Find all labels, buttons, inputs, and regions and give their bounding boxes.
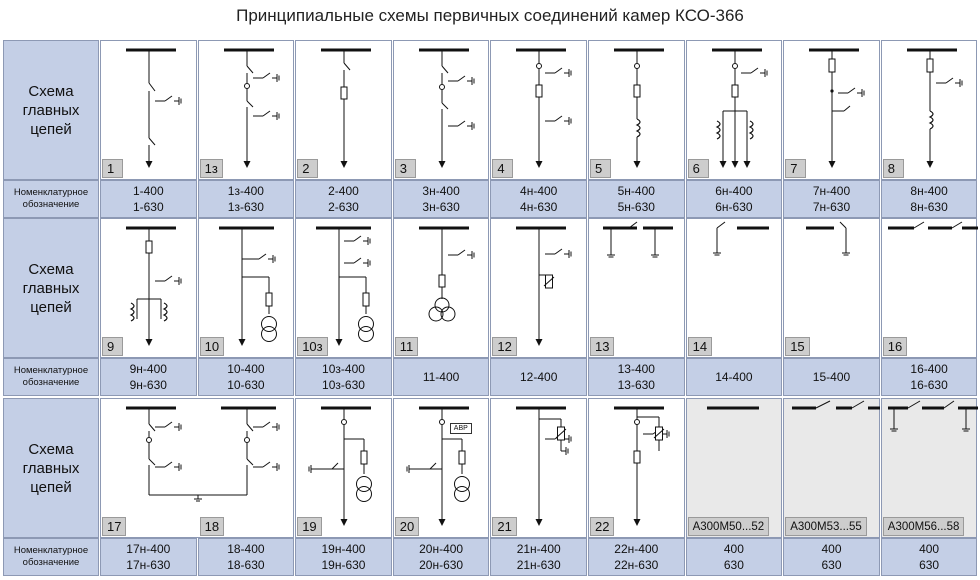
scheme-number-badge: 1: [102, 159, 123, 178]
scheme-number-badge: 9: [102, 337, 123, 356]
nomenclature-value: 15-400: [812, 370, 851, 384]
scheme-number-badge: 17: [102, 517, 126, 536]
nomenclature-cell: [295, 180, 392, 218]
scheme-number-badge: 11: [395, 337, 419, 356]
nomenclature-value: 630: [919, 558, 940, 572]
scheme-number-badge: 1з: [200, 159, 223, 178]
nomenclature-value: 16-400: [910, 362, 948, 376]
nomenclature-value: 8н-400: [910, 184, 948, 198]
nomenclature-value: 10-630: [227, 378, 265, 392]
nomenclature-value: 1-630: [132, 200, 164, 214]
nomenclature-value: 630: [821, 558, 842, 572]
scheme-cell-2-0: [100, 398, 294, 538]
nomenclature-value: 3н-630: [422, 200, 460, 214]
nomenclature-value: 1з-630: [227, 200, 264, 214]
scheme-number-badge: 7: [785, 159, 806, 178]
nomenclature-value: 6н-400: [715, 184, 753, 198]
scheme-number-badge: 15: [785, 337, 809, 356]
nomenclature-value: 4н-400: [520, 184, 558, 198]
row-label-nomenclature: Номенклатурное обозначение: [3, 358, 99, 396]
nomenclature-value: 5н-630: [617, 200, 655, 214]
nomenclature-value: 8н-630: [910, 200, 948, 214]
row-label-nomenclature: Номенклатурное обозначение: [3, 538, 99, 576]
nomenclature-cell: [783, 358, 880, 396]
page-title: Принципиальные схемы первичных соединений камер КСО-366: [236, 6, 744, 25]
row-label-schemes: Схема главных цепей: [3, 218, 99, 358]
nomenclature-value: 4н-630: [520, 200, 558, 214]
scheme-number-badge: 12: [492, 337, 516, 356]
nomenclature-cell: [588, 538, 685, 576]
nomenclature-cell: [490, 358, 587, 396]
nomenclature-cell: [295, 358, 392, 396]
nomenclature-value: 6н-630: [715, 200, 753, 214]
nomenclature-cell: [100, 180, 197, 218]
scheme-number-badge: 16: [883, 337, 907, 356]
scheme-number-badge: 3: [395, 159, 416, 178]
scheme-number-badge: 18: [200, 517, 224, 536]
nomenclature-cell: [198, 538, 295, 576]
scheme-number-badge: 14: [688, 337, 712, 356]
nomenclature-value: 19н-630: [321, 558, 366, 572]
nomenclature-cell: [100, 358, 197, 396]
nomenclature-value: 10з-630: [322, 378, 365, 392]
nomenclature-cell: [295, 538, 392, 576]
nomenclature-cell: [783, 180, 880, 218]
scheme-number-badge: 6: [688, 159, 709, 178]
nomenclature-cell: [198, 180, 295, 218]
nomenclature-cell: [490, 180, 587, 218]
nomenclature-value: 5н-400: [617, 184, 655, 198]
scheme-number-badge: 13: [590, 337, 614, 356]
nomenclature-cell: [490, 538, 587, 576]
nomenclature-value: 9н-400: [129, 362, 167, 376]
scheme-number-badge: А300М50...52: [688, 517, 770, 536]
nomenclature-cell: [686, 358, 783, 396]
nomenclature-value: 2-400: [328, 184, 359, 198]
scheme-number-badge: 5: [590, 159, 611, 178]
nomenclature-value: 22н-630: [614, 558, 659, 572]
nomenclature-value: 22н-400: [614, 542, 659, 556]
nomenclature-value: 12-400: [520, 370, 558, 384]
avr-tag: АВР: [450, 423, 472, 434]
nomenclature-value: 17н-400: [126, 542, 171, 556]
scheme-number-badge: 20: [395, 517, 419, 536]
nomenclature-value: 2-630: [328, 200, 359, 214]
nomenclature-value: 1з-400: [227, 184, 264, 198]
nomenclature-value: 13-630: [617, 378, 655, 392]
nomenclature-value: 19н-400: [321, 542, 366, 556]
nomenclature-cell: [588, 358, 685, 396]
nomenclature-value: 11-400: [422, 370, 460, 384]
nomenclature-value: 18-630: [227, 558, 265, 572]
scheme-number-badge: А300М53...55: [785, 517, 867, 536]
nomenclature-value: 400: [723, 542, 744, 556]
row-label-nomenclature: Номенклатурное обозначение: [3, 180, 99, 218]
scheme-number-badge: 10з: [297, 337, 327, 356]
nomenclature-value: 20н-400: [419, 542, 464, 556]
nomenclature-value: 7н-630: [812, 200, 851, 214]
nomenclature-value: 20н-630: [419, 558, 464, 572]
nomenclature-cell: [686, 180, 783, 218]
nomenclature-cell: [881, 180, 978, 218]
nomenclature-value: 7н-400: [812, 184, 851, 198]
nomenclature-value: 3н-400: [422, 184, 460, 198]
nomenclature-cell: [881, 358, 978, 396]
row-label-schemes: Схема главных цепей: [3, 398, 99, 538]
scheme-number-badge: 4: [492, 159, 513, 178]
scheme-diagram: [101, 399, 295, 539]
scheme-number-badge: 22: [590, 517, 614, 536]
nomenclature-value: 630: [723, 558, 744, 572]
row-label-schemes: Схема главных цепей: [3, 40, 99, 180]
scheme-number-badge: 8: [883, 159, 904, 178]
nomenclature-cell: [588, 180, 685, 218]
nomenclature-cell: [783, 538, 880, 576]
scheme-number-badge: А300М56...58: [883, 517, 965, 536]
nomenclature-cell: [198, 358, 295, 396]
nomenclature-cell: [881, 538, 978, 576]
nomenclature-cell: [393, 358, 490, 396]
nomenclature-cell: [393, 538, 490, 576]
nomenclature-cell: [686, 538, 783, 576]
nomenclature-value: 400: [821, 542, 842, 556]
nomenclature-value: 14-400: [715, 370, 753, 384]
scheme-number-badge: 10: [200, 337, 224, 356]
nomenclature-value: 400: [919, 542, 940, 556]
scheme-number-badge: 2: [297, 159, 318, 178]
nomenclature-value: 18-400: [227, 542, 265, 556]
nomenclature-value: 16-630: [910, 378, 948, 392]
nomenclature-value: 9н-630: [129, 378, 167, 392]
nomenclature-value: 13-400: [617, 362, 655, 376]
nomenclature-value: 10-400: [227, 362, 265, 376]
scheme-number-badge: 19: [297, 517, 321, 536]
nomenclature-value: 21н-400: [516, 542, 561, 556]
nomenclature-value: 1-400: [132, 184, 164, 198]
nomenclature-value: 10з-400: [322, 362, 365, 376]
nomenclature-value: 21н-630: [516, 558, 561, 572]
scheme-number-badge: 21: [492, 517, 516, 536]
nomenclature-value: 17н-630: [126, 558, 171, 572]
nomenclature-cell: [393, 180, 490, 218]
nomenclature-cell: [100, 538, 197, 576]
